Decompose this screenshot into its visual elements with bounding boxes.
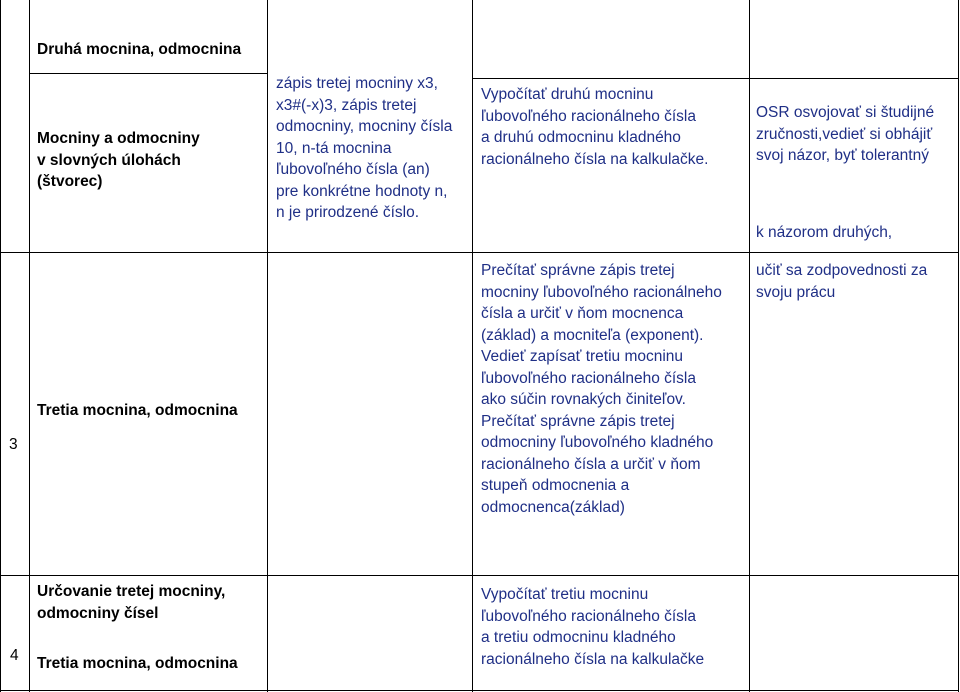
competence-cell: učiť sa zodpovednosti za svoju prácu xyxy=(756,262,928,301)
table-border-left xyxy=(0,0,1,692)
table-border-right xyxy=(958,0,959,692)
objective-cell: Vypočítať druhú mocninu ľubovoľného racionálneho čísla a druhú odmocninu kladného racionálneho čísla na kalkulačke. xyxy=(481,86,709,168)
topic-heading: Druhá mocnina, odmocnina xyxy=(37,41,242,58)
topic-heading: Určovanie tretej mocniny, odmocniny čísel xyxy=(37,583,226,622)
topic-cell: Tretia mocnina, odmocnina xyxy=(37,402,238,419)
table-border-col4 xyxy=(749,0,750,692)
row-divider-1 xyxy=(0,252,959,253)
competence-cell-continuation: k názorom druhých, xyxy=(756,224,893,241)
table-border-col1 xyxy=(29,0,30,692)
competence-top-line xyxy=(749,78,959,79)
row-number: 3 xyxy=(9,436,18,453)
topic-cell: Mocniny a odmocniny v slovných úlohách (štvorec) xyxy=(37,130,200,190)
table-border-col2 xyxy=(267,0,268,692)
competence-cell: OSR osvojovať si študijné zručnosti,vedieť si obhájiť svoj názor, byť tolerantný xyxy=(756,104,935,164)
objective-cell: Prečítať správne zápis tretej mocniny ľubovoľného racionálneho čísla a určiť v ňom mocnenca (základ) a mocniteľa (exponent). Vedieť zapísať tretiu mocninu ľubovoľného racionálneho čísla ako súčin rovnakých činiteľov. Prečítať správne zápis tretej odmocniny ľubovoľného kladného racionálneho čísla a určiť v ňom stupeň odmocnenia a odmocnenca(základ) xyxy=(481,262,722,516)
topic-cell: Tretia mocnina, odmocnina xyxy=(37,655,238,672)
objective-top-line xyxy=(472,78,750,79)
table-border-bottom xyxy=(0,690,959,691)
table-border-col3 xyxy=(472,0,473,692)
content-cell: zápis tretej mocniny x3, x3#(-x)3, zápis tretej odmocniny, mocniny čísla 10, n-tá mocnina ľubovoľného čísla (an) pre konkrétne hodnoty n, n je prirodzené číslo. xyxy=(276,75,453,221)
row-divider-2 xyxy=(0,575,959,576)
heading-bottom-line xyxy=(29,73,268,74)
objective-cell: Vypočítať tretiu mocninu ľubovoľného racionálneho čísla a tretiu odmocninu kladného racionálneho čísla na kalkulačke xyxy=(481,586,705,668)
row-number: 4 xyxy=(10,647,19,664)
